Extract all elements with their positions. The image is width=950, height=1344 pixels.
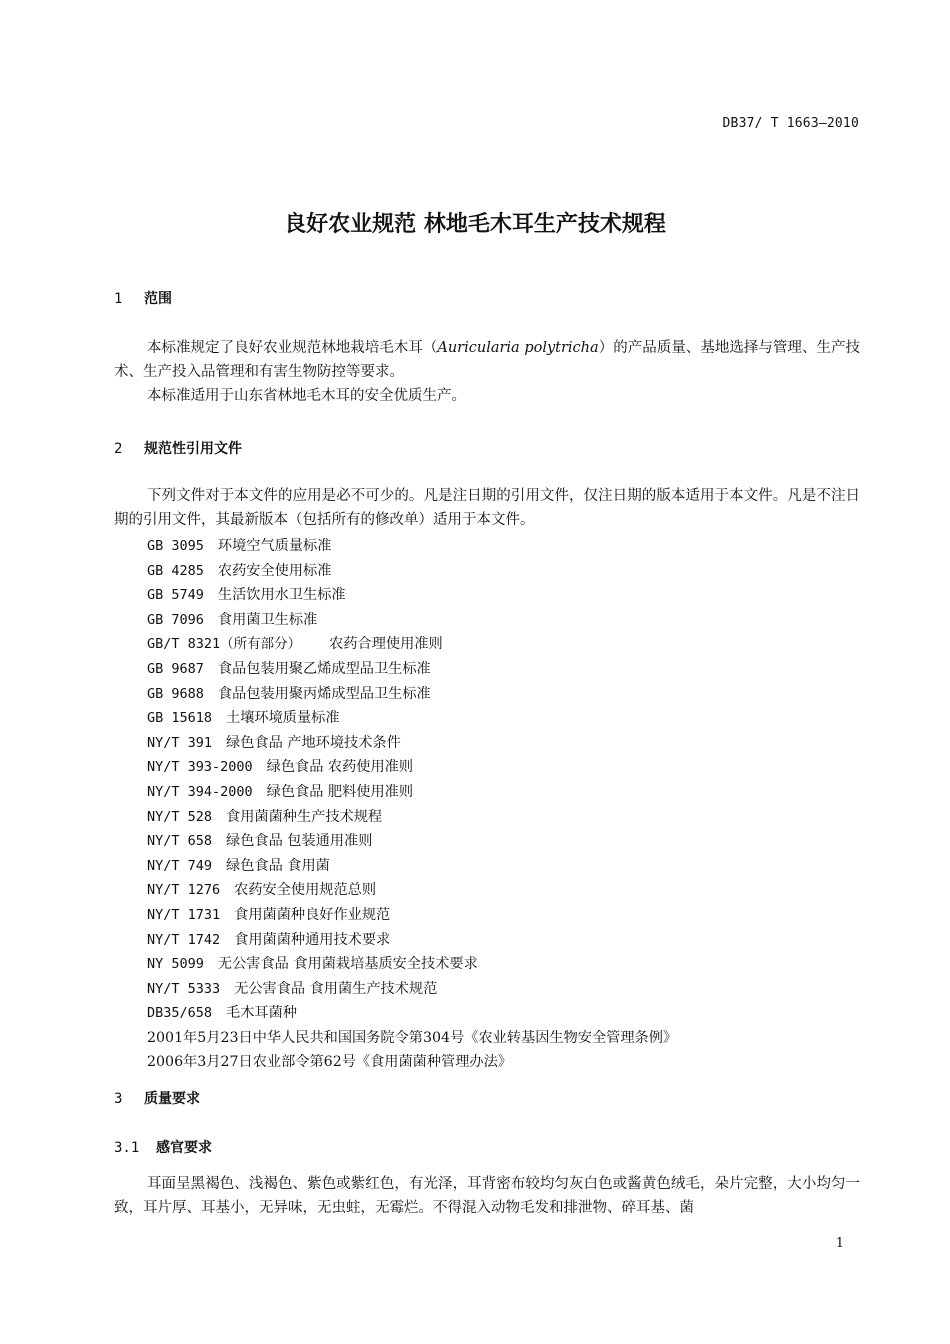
reference-code: DB35/658 [147,1005,213,1022]
reference-item [147,952,677,977]
regulation-item [147,1026,677,1051]
section-1-paragraph-1 [114,336,860,384]
normative-references-intro: 下列文件对于本文件的应用是必不可少的。凡是注日期的引用文件，仅注日期的版本适用于本文件。凡是不注日期的引用文件，其最新版本（包括所有的修改单）适用于本文件。 [114,488,860,528]
reference-code: NY/T 749 [147,857,213,874]
reference-title: 生活饮用水卫生标准 [217,587,346,604]
reference-item [147,657,677,682]
reference-code: GB 3095 [147,538,204,554]
document-code: DB37/ T 1663—2010 [722,116,859,131]
regulation-text: 2001年5月23日中华人民共和国国务院令第304号《农业转基因生物安全管理条例》 [147,1029,678,1046]
reference-item [147,559,677,584]
reference-title: 绿色食品 肥料使用准则 [266,783,414,800]
section-title: 质量要求 [144,1091,200,1107]
reference-code: GB 4285 [147,562,204,579]
reference-code: NY/T 5333 [147,980,221,997]
regulation-text: 2006年3月27日农业部令第62号《食用菌菌种管理办法》 [147,1054,512,1071]
reference-code: NY/T 394-2000 [147,783,253,800]
reference-title: 无公害食品 食用菌栽培基质安全技术要求 [217,956,478,973]
section-number: 1 [114,291,123,307]
reference-item [147,534,677,559]
reference-item [147,780,677,805]
reference-list [147,534,677,1075]
reference-title: 绿色食品 包装通用准则 [226,833,373,850]
subsection-3-1-heading [114,1137,212,1157]
reference-code: GB 15618 [147,710,213,727]
reference-item [147,731,677,756]
reference-title: 绿色食品 食用菌 [226,857,330,874]
section-1-paragraph-2 [114,384,860,408]
section-1-heading [114,288,172,308]
sensory-requirements-text: 耳面呈黑褐色、浅褐色、紫色或紫红色，有光泽，耳背密布较均匀灰白色或酱黄色绒毛，朵片完整，大小均匀一致，耳片厚、耳基小，无异味，无虫蛀，无霉烂。不得混入动物毛发和排泄物、碎耳基、菌 [114,1176,860,1216]
reference-code: NY 5099 [147,956,204,973]
reference-code: GB 9688 [147,685,204,702]
reference-title: 食用菌菌种通用技术要求 [234,931,391,948]
reference-item [147,632,677,657]
reference-item [147,928,677,953]
section-2-paragraph-1 [114,484,860,532]
scope-applicability-text: 本标准适用于山东省林地毛木耳的安全优质生产。 [147,388,466,404]
section-title: 规范性引用文件 [144,441,242,457]
reference-title: 农药合理使用准则 [329,636,443,653]
reference-code: GB 7096 [147,611,204,628]
reference-code: NY/T 1731 [147,906,221,923]
page-number: 1 [835,1236,844,1251]
reference-code: NY/T 528 [147,808,213,825]
reference-code: NY/T 1276 [147,882,221,899]
reference-title: 食用菌菌种良好作业规范 [234,906,391,923]
section-3-heading [114,1088,200,1108]
reference-title: 无公害食品 食用菌生产技术规范 [234,980,438,997]
reference-title: 环境空气质量标准 [217,538,332,554]
reference-title: 食用菌卫生标准 [217,611,318,628]
reference-item [147,878,677,903]
subsection-title: 感官要求 [156,1140,212,1156]
reference-title: 农药安全使用规范总则 [234,882,377,899]
section-title: 范围 [144,291,172,307]
subsection-number: 3.1 [114,1140,140,1156]
reference-item [147,583,677,608]
scope-text-part-2: ）的产品质量、基地选择与管理、生产技术、生产投入品管理和有害生物防控等要求。 [114,340,860,380]
section-number: 3 [114,1091,123,1107]
reference-code: NY/T 1742 [147,931,221,948]
reference-item [147,829,677,854]
reference-title: 绿色食品 农药使用准则 [266,759,414,776]
reference-item [147,682,677,707]
reference-title: 农药安全使用标准 [217,562,332,579]
reference-code: GB 5749 [147,587,204,604]
reference-item [147,608,677,633]
reference-title: 毛木耳菌种 [226,1005,297,1022]
reference-title: 食品包装用聚乙烯成型品卫生标准 [217,660,431,677]
reference-code: NY/T 658 [147,833,213,850]
reference-title: 土壤环境质量标准 [226,710,340,727]
reference-item [147,706,677,731]
reference-item [147,805,677,830]
reference-code: GB 9687 [147,660,204,677]
reference-item [147,1001,677,1026]
reference-code: NY/T 393-2000 [147,759,253,776]
reference-title: 食用菌菌种生产技术规程 [226,808,383,825]
reference-item [147,755,677,780]
reference-item [147,903,677,928]
reference-title: 食品包装用聚丙烯成型品卫生标准 [217,685,431,702]
scope-text-part-1: 本标准规定了良好农业规范林地栽培毛木耳（ [147,340,438,356]
latin-species-name: Auricularia polytricha [437,340,599,356]
reference-code: GB/T 8321（所有部分） [147,636,302,653]
reference-item [147,977,677,1002]
regulation-item [147,1050,677,1075]
reference-title: 绿色食品 产地环境技术条件 [226,734,401,751]
reference-item [147,854,677,879]
section-2-heading [114,438,242,458]
reference-code: NY/T 391 [147,734,213,751]
subsection-3-1-paragraph [114,1172,860,1220]
document-title: 良好农业规范 林地毛木耳生产技术规程 [284,212,666,237]
section-number: 2 [114,441,123,457]
